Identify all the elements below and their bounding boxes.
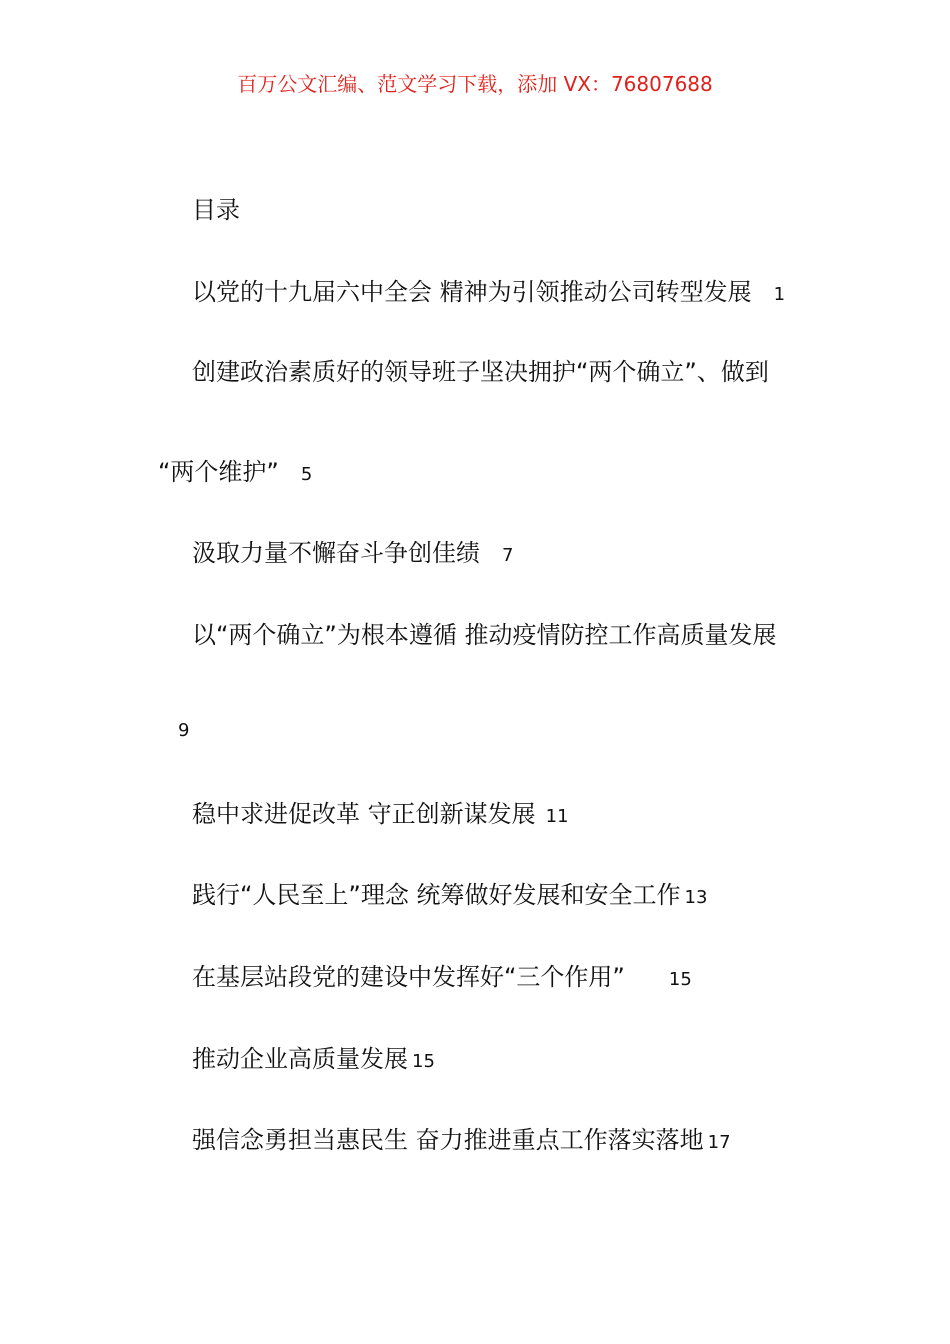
- toc-entry-title: 推动企业高质量发展: [192, 1045, 408, 1073]
- toc-entry-title: 践行“人民至上”理念 统筹做好发展和安全工作: [192, 881, 681, 909]
- toc-entry: [192, 1120, 731, 1155]
- toc-entry-title: 汲取力量不懈奋斗争创佳绩: [192, 539, 480, 567]
- toc-entry: [192, 957, 692, 992]
- toc-entry-title: 创建政治素质好的领导班子坚决拥护“两个确立”、做到: [192, 358, 769, 386]
- toc-entry-title: 以党的十九届六中全会 精神为引领推动公司转型发展: [192, 278, 752, 306]
- toc-entry-page: 13: [684, 887, 708, 908]
- toc-entry-page: 11: [545, 806, 569, 827]
- toc-entry: [192, 272, 785, 307]
- toc-entry: [192, 352, 769, 387]
- toc-title: 目录: [192, 196, 240, 224]
- toc-entry-title: 稳中求进促改革 守正创新谋发展: [192, 800, 536, 828]
- toc-entry-page: 15: [668, 969, 692, 990]
- toc-entry-continuation: [178, 714, 189, 742]
- toc-entry-title: “两个维护”: [158, 458, 279, 486]
- toc-entry-page: 17: [707, 1132, 731, 1153]
- toc-entry-page: 15: [412, 1051, 435, 1072]
- toc-entry: [192, 533, 513, 568]
- toc-entry-title: 在基层站段党的建设中发挥好“三个作用”: [192, 963, 625, 991]
- toc-entry-page: 9: [178, 720, 190, 741]
- toc-entry-title: 强信念勇担当惠民生 奋力推进重点工作落实落地: [192, 1126, 704, 1154]
- toc-entry: [192, 875, 707, 910]
- toc-entry: [192, 1039, 435, 1074]
- watermark-header: 百万公文汇编、范文学习下载，添加 VX：76807688: [237, 72, 713, 96]
- toc-entry: [192, 615, 777, 650]
- toc-entry-title: 以“两个确立”为根本遵循 推动疫情防控工作高质量发展: [192, 621, 777, 649]
- toc-entry-page: 1: [773, 284, 786, 305]
- toc-entry: [192, 794, 569, 829]
- toc-entry-continuation: [158, 452, 312, 487]
- toc-entry-page: 5: [300, 464, 313, 485]
- toc-entry-page: 7: [502, 545, 514, 566]
